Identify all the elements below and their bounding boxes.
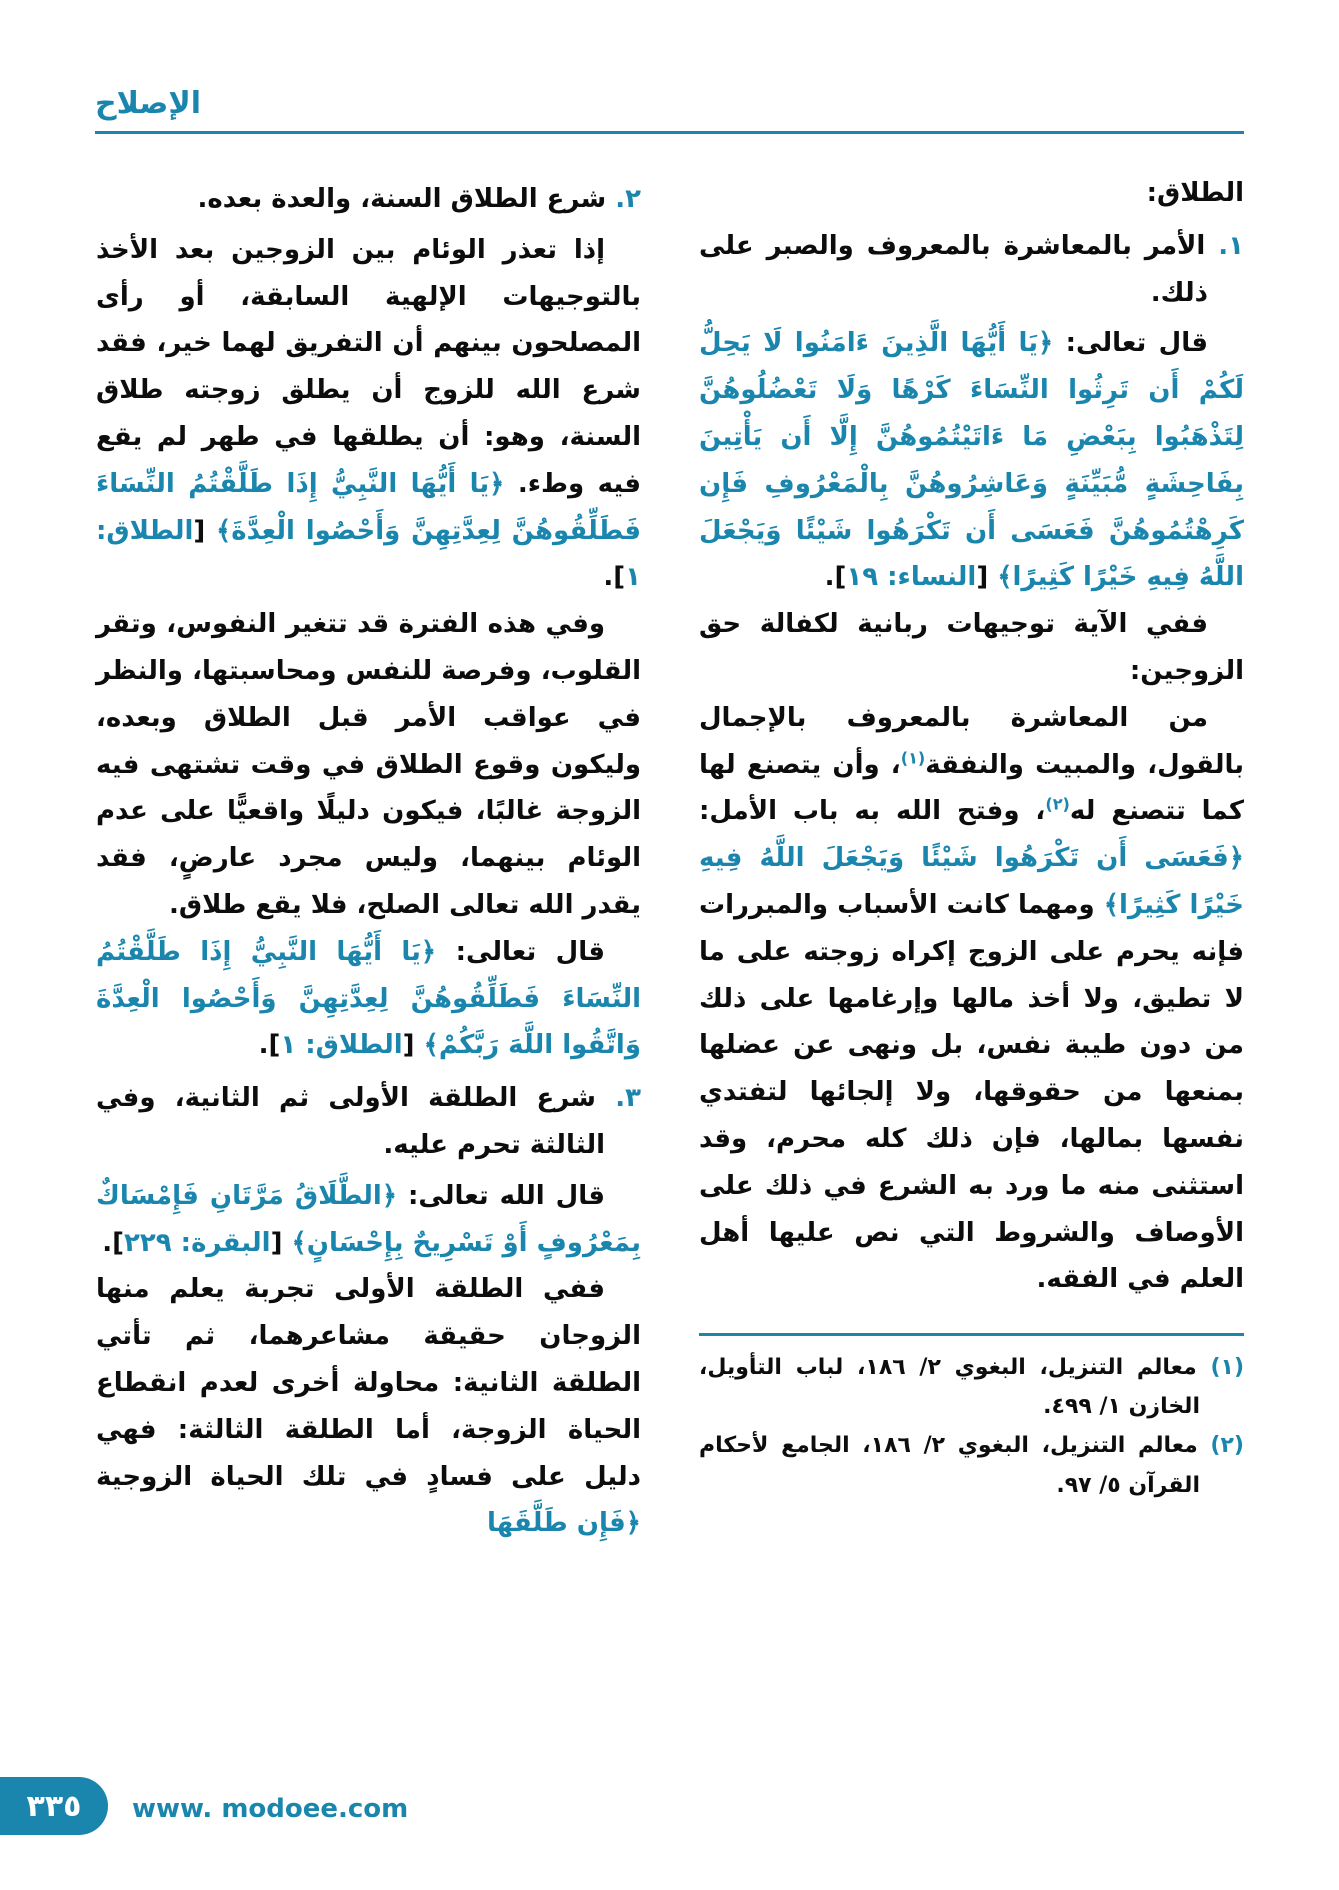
text-run: ، وفتح الله به باب الأمل: <box>699 796 1046 827</box>
heading-text: الأمر بالمعاشرة بالمعروف والصبر على ذلك. <box>699 230 1208 308</box>
paragraph <box>699 695 1244 1303</box>
text-run: الطلاق: <box>1146 178 1244 208</box>
column-left-text <box>96 176 641 1547</box>
section-label <box>699 170 1244 217</box>
text-run: [ <box>270 1227 292 1258</box>
quran-verse: ﴿يَا أَيُّهَا النَّبِيُّ إِذَا طَلَّقْتُمُ النِّسَاءَ فَطَلِّقُوهُنَّ لِعِدَّتِهِنَّ وَأَحْصُوا الْعِدَّةَ وَاتَّقُوا اللَّهَ رَبَّكُمْ﴾ <box>96 936 641 1061</box>
column-right <box>699 170 1244 1547</box>
footnote-separator <box>699 1333 1244 1336</box>
footnote-marker: (١) <box>900 747 926 767</box>
text-run: إذا تعذر الوئام بين الزوجين بعد الأخذ بالتوجيهات الإلهية السابقة، أو رأى المصلحون بينهم أن التفريق لهما خير، فقد شرع الله للزوج أن يطلق زوجته طلاق السنة، وهو: أن يطلقها في طهر لم يقع فيه وطء. <box>96 234 641 499</box>
paragraph <box>699 601 1244 695</box>
footnote <box>699 1426 1244 1504</box>
running-header-title: الإصلاح <box>95 86 202 121</box>
header-rule <box>95 131 1244 134</box>
page-header <box>95 86 1244 134</box>
paragraph <box>96 227 641 601</box>
verse-reference: الطلاق: ١ <box>96 515 641 593</box>
text-run: ومهما كانت الأسباب والمبررات فإنه يحرم على الزوج إكراه زوجته على ما لا تطيق، ولا أخذ مالها وإرغامها على ذلك من دون طيبة نفس، بل ونهى عن عضلها بمنعها من حقوقها، ولا إلجائها لتفتدي نفسها بمالها، فإن ذلك كله محرم، وقد استثنى منه ما ورد به الشرع في ذلك على الأوصاف والشروط التي نص عليها أهل العلم في الفقه. <box>699 889 1244 1295</box>
text-run: قال تعالى: <box>1053 328 1208 359</box>
numbered-heading <box>96 176 641 223</box>
verse-reference: الطلاق: ١ <box>280 1030 403 1061</box>
heading-text: شرع الطلاق السنة، والعدة بعده. <box>197 184 607 214</box>
text-run: ]. <box>824 562 847 593</box>
text-run: [ <box>193 515 217 546</box>
text-run: [ <box>976 562 998 593</box>
footnote-marker: (٢) <box>1045 794 1070 814</box>
heading-text: شرع الطلقة الأولى ثم الثانية، وفي الثالثة تحرم عليه. <box>96 1083 605 1160</box>
paragraph <box>96 1173 641 1267</box>
paragraph <box>96 601 641 929</box>
text-run: وفي هذه الفترة قد تتغير النفوس، وتقر القلوب، وفرصة للنفس ومحاسبتها، والنظر في عواقب الأمر قبل الطلاق وبعده، وليكون وقوع الطلاق في وقت تشتهى فيه الزوجة غالبًا، فيكون دليلًا واقعيًّا على عدم الوئام بينهما، وليس مجرد عارضٍ، فقد يقدر الله تعالى الصلح، فلا يقع طلاق. <box>96 609 641 920</box>
page-number: ٣٣٥ <box>26 1788 82 1824</box>
heading-number: ٢. <box>606 184 641 214</box>
heading-number: ٣. <box>596 1083 641 1114</box>
numbered-heading <box>96 1075 641 1169</box>
text-run: ]. <box>258 1030 281 1061</box>
text-run: ففي الآية توجيهات ربانية لكفالة حق الزوجين: <box>699 609 1244 686</box>
page-number-badge <box>0 1777 108 1835</box>
content-columns <box>95 170 1244 1547</box>
paragraph <box>96 929 641 1069</box>
numbered-heading <box>699 223 1244 317</box>
quran-verse: ﴿فَإِن طَلَّقَهَا <box>486 1508 641 1539</box>
heading-number: ١. <box>1205 230 1244 261</box>
verse-reference: البقرة: ٢٢٩ <box>124 1227 271 1258</box>
quran-verse: ﴿يَا أَيُّهَا النَّبِيُّ إِذَا طَلَّقْتُمُ النِّسَاءَ فَطَلِّقُوهُنَّ لِعِدَّتِهِنَّ وَأَحْصُوا الْعِدَّةَ﴾ <box>96 468 642 546</box>
footnotes-section <box>699 1333 1244 1505</box>
website-url: www. modoee.com <box>132 1794 409 1824</box>
quran-verse: ﴿فَعَسَى أَن تَكْرَهُوا شَيْئًا وَيَجْعَلَ اللَّهُ فِيهِ خَيْرًا كَثِيرًا﴾ <box>699 843 1244 920</box>
text-run: ففي الطلقة الأولى تجربة يعلم منها الزوجان حقيقة مشاعرهما، ثم تأتي الطلقة الثانية: محاولة أخرى لعدم انقطاع الحياة الزوجة، أما الطلقة الثالثة: فهي دليل على فسادٍ في تلك الحياة الزوجية <box>96 1274 641 1492</box>
paragraph <box>699 320 1244 601</box>
quran-verse: ﴿الطَّلَاقُ مَرَّتَانِ فَإِمْسَاكٌ بِمَعْرُوفٍ أَوْ تَسْرِيحٌ بِإِحْسَانٍ﴾ <box>96 1180 641 1258</box>
text-run: ]. <box>603 562 626 593</box>
column-right-text <box>699 170 1244 1303</box>
footnote-number: (٢) <box>1197 1433 1244 1459</box>
quran-verse: ﴿يَا أَيُّهَا الَّذِينَ ءَامَنُوا لَا يَحِلُّ لَكُمْ أَن تَرِثُوا النِّسَاءَ كَرْهًا وَلَا تَعْضُلُوهُنَّ لِتَذْهَبُوا بِبَعْضِ مَا ءَاتَيْتُمُوهُنَّ إِلَّا أَن يَأْتِينَ بِفَاحِشَةٍ مُّبَيِّنَةٍ وَعَاشِرُوهُنَّ بِالْمَعْرُوفِ فَإِن كَرِهْتُمُوهُنَّ فَعَسَى أَن تَكْرَهُوا شَيْئًا وَيَجْعَلَ اللَّهُ فِيهِ خَيْرًا كَثِيرًا﴾ <box>699 328 1244 593</box>
text-run: ، وأن يتصنع لها كما تتصنع له <box>699 749 1244 827</box>
column-left <box>96 170 641 1547</box>
text-run: ]. <box>102 1227 125 1258</box>
text-run: قال تعالى: <box>436 936 605 967</box>
footnote-list <box>699 1348 1244 1505</box>
text-run: من المعاشرة بالمعروف بالإجمال بالقول، والمبيت والنفقة <box>699 702 1244 780</box>
footnote <box>699 1348 1244 1426</box>
footnote-number: (١) <box>1196 1355 1245 1381</box>
text-run: معالم التنزيل، البغوي ٢/ ١٨٦، لباب التأويل، الخازن ١/ ٤٩٩. <box>699 1355 1200 1420</box>
verse-reference: النساء: ١٩ <box>846 562 977 593</box>
text-run: [ <box>402 1030 424 1061</box>
text-run: قال الله تعالى: <box>397 1180 605 1211</box>
text-run: معالم التنزيل، البغوي ٢/ ١٨٦، الجامع لأحكام القرآن ٥/ ٩٧. <box>699 1433 1200 1498</box>
paragraph <box>96 1266 641 1547</box>
